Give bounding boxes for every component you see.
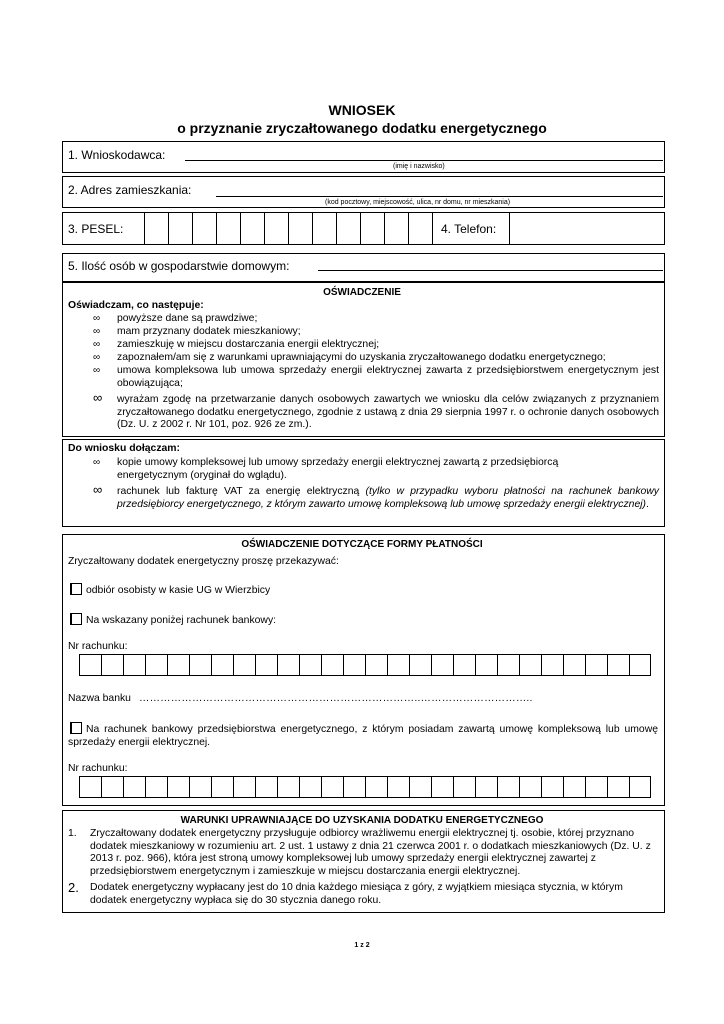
bank-option-label: Na wskazany poniżej rachunek bankowy: bbox=[86, 615, 277, 626]
account-label: Nr rachunku: bbox=[68, 641, 128, 652]
declaration-intro: Oświadczam, co następuje: bbox=[68, 300, 204, 311]
bank-name-dots[interactable]: ……………………………………………………………………..………………………….. bbox=[139, 693, 533, 704]
declaration-heading: OŚWIADCZENIE bbox=[323, 287, 401, 298]
condition-number: 2. bbox=[68, 880, 79, 895]
payment-intro: Zryczałtowany dodatek energetyczny proszę przekazywać: bbox=[68, 556, 339, 567]
cash-option-checkbox[interactable] bbox=[70, 583, 82, 595]
phone-field-divider bbox=[509, 212, 510, 245]
account-number-cells-2[interactable] bbox=[79, 776, 651, 798]
pesel-cell-divider bbox=[192, 212, 193, 245]
pesel-cell-divider bbox=[216, 212, 217, 245]
bullet-icon: ∞ bbox=[93, 365, 101, 376]
bullet-icon: ∞ bbox=[93, 313, 101, 324]
bullet-icon: ∞ bbox=[93, 352, 101, 363]
attachment-item: ∞ rachunek lub fakturę VAT za energię elektryczną (tylko w przypadku wyboru płatności na rachunek bankowy przedsiębiorcy energetycznego, z którym zawarto umowę kompleksową lub umowę sprzedaży energii elektrycznej). bbox=[93, 482, 660, 510]
condition-number: 1. bbox=[68, 828, 77, 839]
condition-item: Dodatek energetyczny wypłacany jest do 10 dnia każdego miesiąca z góry, z wyjątkiem miesiąca stycznia, w którym dodatek energetyczny wypłaca się do 30 stycznia danego roku. bbox=[90, 882, 623, 906]
phone-divider bbox=[432, 212, 433, 245]
pesel-cell-divider bbox=[360, 212, 361, 245]
bullet-icon: ∞ bbox=[93, 390, 103, 405]
pesel-cell-divider bbox=[384, 212, 385, 245]
conditions-heading: WARUNKI UPRAWNIAJĄCE DO UZYSKANIA DODATKU ENERGETYCZNEGO bbox=[180, 815, 544, 826]
form-title: WNIOSEK bbox=[328, 102, 396, 118]
pesel-cell-divider bbox=[336, 212, 337, 245]
declaration-item: ∞ zapoznałem/am się z warunkami uprawniającymi do uzyskania zryczałtowanego dodatku energetycznego; bbox=[93, 352, 606, 363]
declaration-item: ∞ umowa kompleksowa lub umowa sprzedaży energii elektrycznej zawarta z przedsiębiorstwem energetycznym jest obowiązująca; bbox=[93, 365, 659, 389]
applicant-input-line[interactable] bbox=[185, 160, 663, 161]
applicant-label: 1. Wnioskodawca: bbox=[68, 148, 166, 162]
attachment-item: ∞ kopie umowy kompleksowej lub umowy sprzedaży energii elektrycznej zawartą z przedsiębiorcą energetycznym (oryginał do wglądu). bbox=[93, 457, 559, 481]
pesel-label: 3. PESEL: bbox=[68, 222, 124, 236]
bullet-icon: ∞ bbox=[93, 339, 101, 350]
pesel-cell-divider bbox=[312, 212, 313, 245]
payment-heading: OŚWIADCZENIE DOTYCZĄCE FORMY PŁATNOŚCI bbox=[241, 539, 483, 550]
household-input-line[interactable] bbox=[318, 270, 663, 271]
account-label-2: Nr rachunku: bbox=[68, 763, 128, 774]
address-label: 2. Adres zamieszkania: bbox=[68, 183, 192, 197]
bullet-icon: ∞ bbox=[93, 457, 101, 468]
phone-label: 4. Telefon: bbox=[441, 222, 497, 236]
pesel-cell-divider bbox=[288, 212, 289, 245]
pesel-cell-divider bbox=[264, 212, 265, 245]
form-subtitle: o przyznanie zryczałtowanego dodatku energetycznego bbox=[177, 120, 547, 136]
bank-option-checkbox[interactable] bbox=[70, 613, 82, 625]
household-label: 5. Ilość osób w gospodarstwie domowym: bbox=[68, 259, 290, 273]
attachments-heading: Do wniosku dołączam: bbox=[68, 443, 181, 454]
page-number: 1 z 2 bbox=[354, 942, 370, 949]
account-number-cells[interactable] bbox=[79, 654, 651, 676]
address-input-line[interactable] bbox=[216, 196, 663, 197]
bullet-icon: ∞ bbox=[93, 482, 103, 497]
applicant-hint: (imię i nazwisko) bbox=[393, 163, 445, 170]
bank-name-label: Nazwa banku bbox=[68, 693, 131, 704]
pesel-cell-divider bbox=[168, 212, 169, 245]
declaration-item: ∞ wyrażam zgodę na przetwarzanie danych osobowych zawartych we wniosku dla celów związanych z przyznaniem zryczałtowanego dodatku energetycznego, zgodnie z ustawą z dnia 29 sierpnia 1997 r. o ochronie danych osobowych (Dz. U. z 2002 r. Nr 101, poz. 926 ze zm.). bbox=[93, 390, 659, 430]
declaration-item: ∞ powyższe dane są prawdziwe; bbox=[93, 313, 258, 324]
pesel-phone-section bbox=[62, 212, 665, 245]
condition-item: Zryczałtowany dodatek energetyczny przysługuje odbiorcy wrażliwemu energii elektrycznej tj. osobie, której przyznano dodatek mieszkaniowy w rozumieniu art. 2 ust. 1 ustawy z dnia 21 czerwca 2001 r. o dodatkach mieszkaniowych (Dz. U. z 2013 r. poz. 966), która jest stroną umowy kompleksowej lub umowy sprzedaży energii elektrycznej zawartej z przedsiębiorstwem energetycznym i zamieszkuje w miejscu dostarczania energii elektrycznej. bbox=[90, 828, 651, 877]
cash-option-label: odbiór osobisty w kasie UG w Wierzbicy bbox=[86, 585, 271, 596]
energy-option-label: Na rachunek bankowy przedsiębiorstwa energetycznego, z którym posiadam zawartą umowę kompleksową lub umowę sprzedaży energii elektrycznej. bbox=[68, 724, 658, 748]
pesel-cell-divider bbox=[408, 212, 409, 245]
declaration-item: ∞ mam przyznany dodatek mieszkaniowy; bbox=[93, 326, 301, 337]
declaration-item: ∞ zamieszkuję w miejscu dostarczania energii elektrycznej; bbox=[93, 339, 380, 350]
bullet-icon: ∞ bbox=[93, 326, 101, 337]
pesel-cell-divider bbox=[144, 212, 145, 245]
address-hint: (kod pocztowy, miejscowość, ulica, nr domu, nr mieszkania) bbox=[325, 199, 511, 206]
pesel-cell-divider bbox=[240, 212, 241, 245]
